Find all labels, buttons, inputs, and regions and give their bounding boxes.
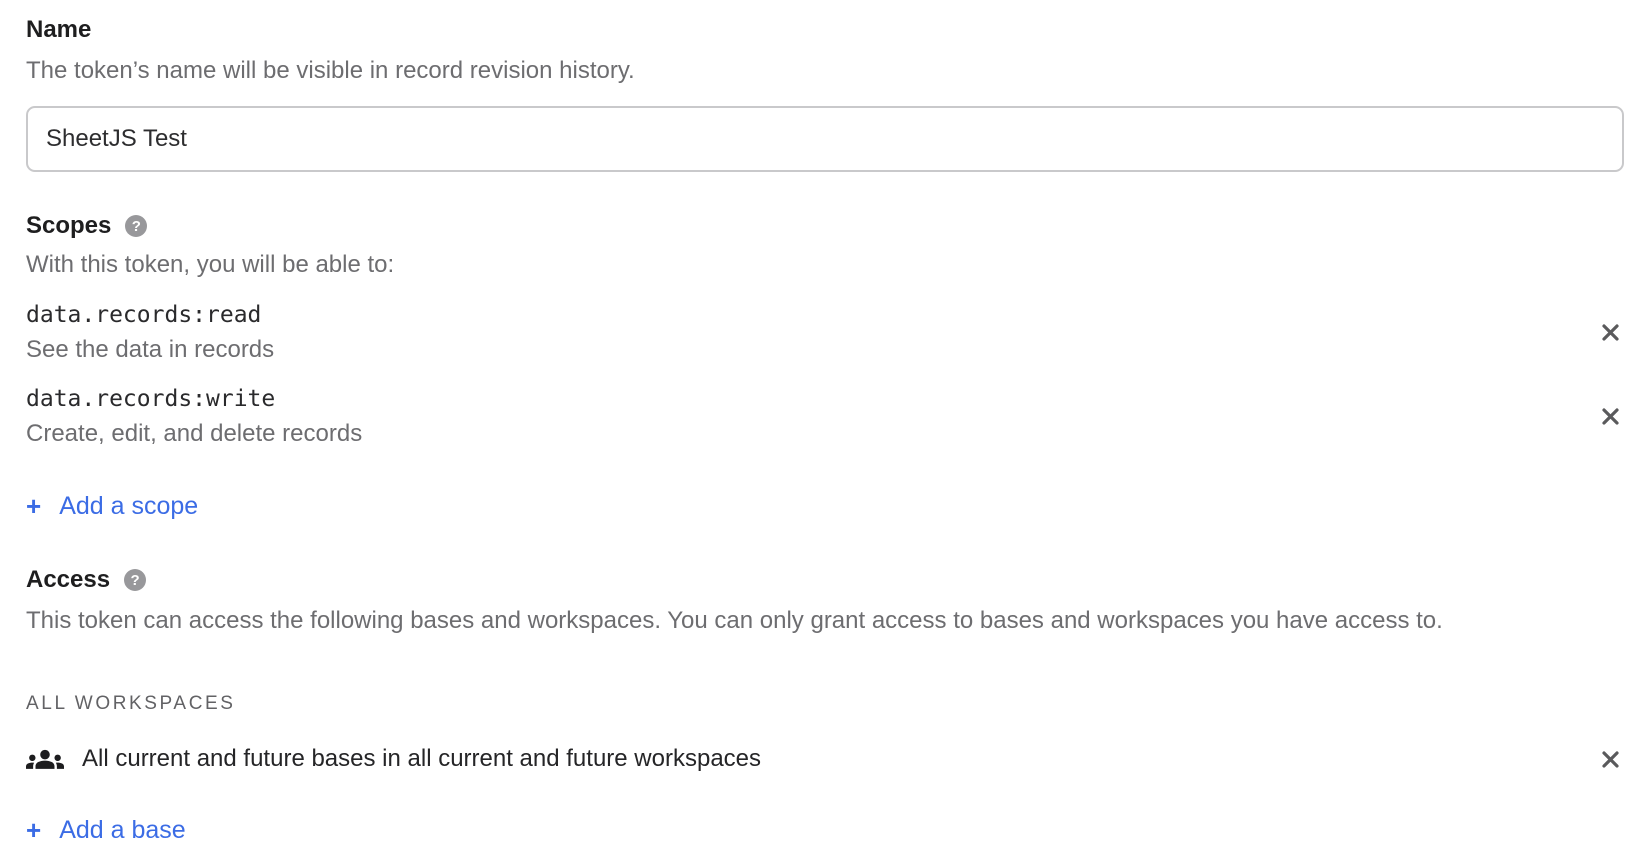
workspace-access-row [26,742,1624,776]
scope-row [26,382,1624,450]
scope-text [26,298,274,366]
close-icon [1601,323,1620,342]
scopes-title-row [26,210,1624,242]
scope-row [26,298,1624,366]
access-section [26,564,1624,846]
plus-icon: + [26,815,42,845]
plus-icon: + [26,491,42,521]
workspace-access-label: All current and future bases in all current and future workspaces [82,745,762,772]
scope-description: See the data in records [26,336,275,363]
scope-name: data.records:read [26,302,262,328]
add-base-label: Add a base [59,816,186,844]
remove-scope-button[interactable] [1597,403,1624,430]
close-icon [1601,407,1620,426]
close-icon [1601,750,1620,769]
name-section-title: Name [26,16,92,43]
scopes-section [26,210,1624,522]
add-scope-label: Add a scope [59,492,199,520]
name-section [26,14,1624,172]
token-name-input[interactable] [26,106,1624,172]
access-section-description: This token can access the following bases and workspaces. You can only grant access to bases and workspaces you have access to. [26,607,1443,634]
scopes-intro: With this token, you will be able to: [26,251,395,278]
scope-description: Create, edit, and delete records [26,420,363,447]
people-group-icon [26,746,64,772]
all-workspaces-label: ALL WORKSPACES [26,693,236,714]
scopes-section-title: Scopes [26,212,112,239]
help-icon[interactable]: ? [124,569,146,591]
scope-text [26,382,362,450]
remove-access-button[interactable] [1597,746,1624,773]
access-title-row [26,564,1624,596]
access-section-title: Access [26,566,111,593]
scope-name: data.records:write [26,386,276,412]
name-section-description: The token’s name will be visible in record revision history. [26,57,635,84]
add-base-button[interactable] [26,814,186,846]
remove-scope-button[interactable] [1597,319,1624,346]
help-icon[interactable]: ? [125,215,147,237]
add-scope-button[interactable] [26,490,198,522]
